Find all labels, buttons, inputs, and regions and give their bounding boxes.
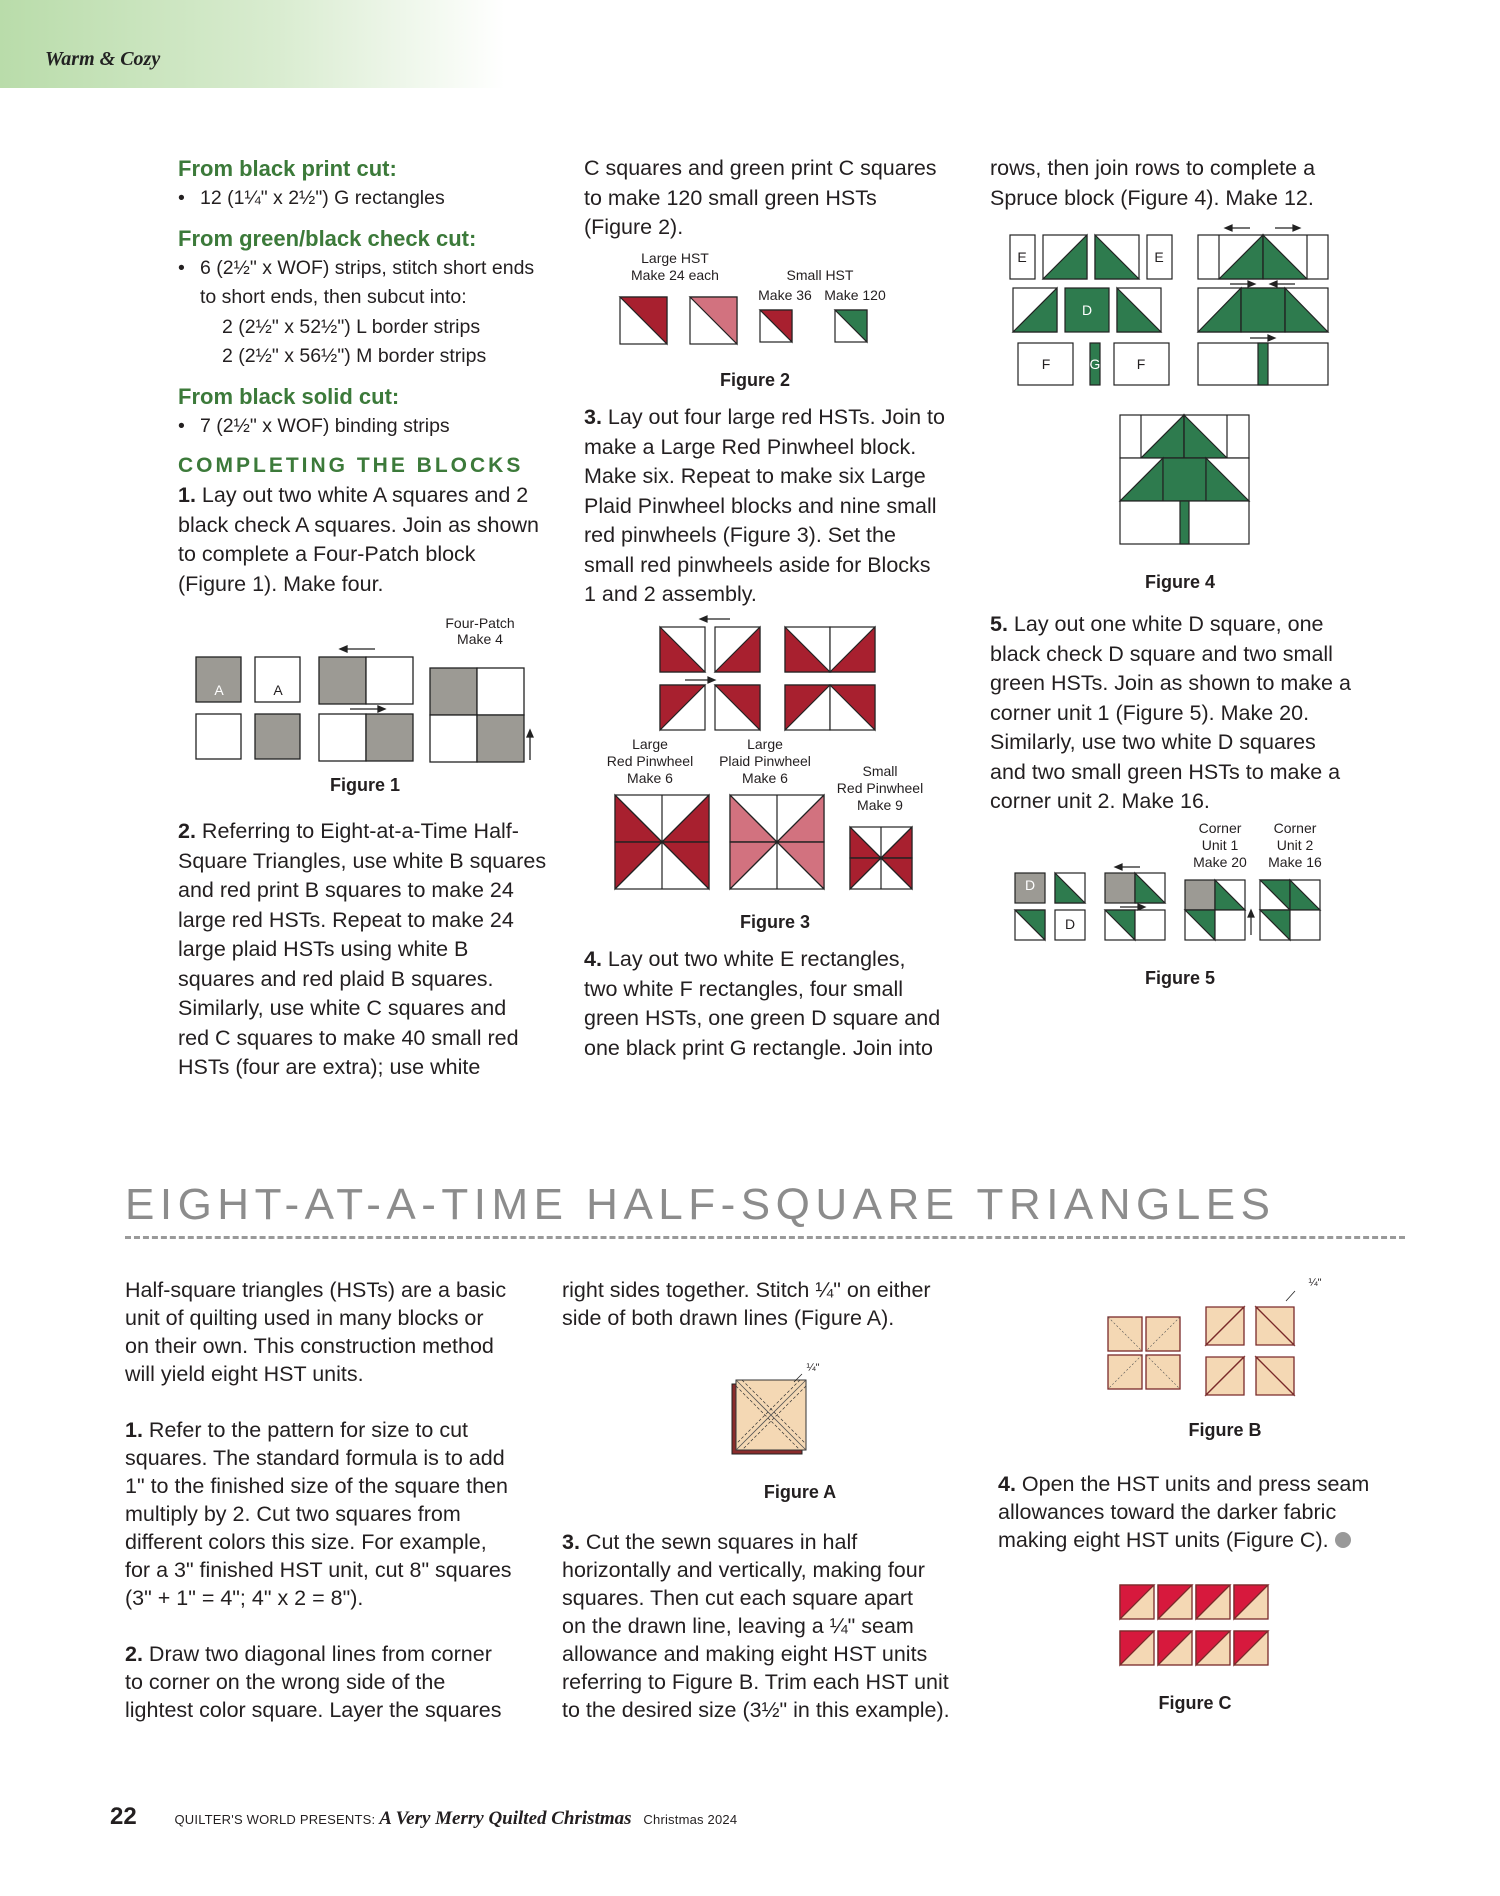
step-3-line: make a Large Red Pinwheel block. [584, 434, 917, 459]
hst-col2-line: right sides together. Stitch ¼" on either [562, 1278, 931, 1302]
step-3-line: small red pinwheels aside for Blocks [584, 552, 931, 577]
hst-step-3-line: horizontally and vertically, making four [562, 1558, 925, 1582]
figure-5-diagram [1010, 865, 1350, 955]
step-4-line: green HSTs, one green D square and [584, 1006, 941, 1030]
fig5-cu1-l1: Corner [1198, 820, 1242, 836]
hst-column-3-step-4 [998, 1470, 1398, 1554]
hst-column-2 [562, 1276, 1002, 1332]
fig3-red-l1: Large [632, 736, 668, 752]
hst-step-1-number: 1. [125, 1418, 143, 1442]
fig5-cu2-l2: Unit 2 [1276, 837, 1314, 853]
figure-b [1100, 1275, 1350, 1450]
hst-step-1-line: 1" to the finished size of the square then [125, 1474, 508, 1498]
figure-4-layout-diagram [1010, 225, 1350, 385]
figure-1-caption: Figure 1 [329, 775, 400, 795]
figure-2 [610, 250, 910, 400]
bullet-check: • 6 (2½" x WOF) strips, stitch short ends [178, 254, 573, 284]
column-1 [178, 154, 573, 599]
hst-step-1-line: (3" + 1" = 4"; 4" x 2 = 8"). [125, 1586, 364, 1610]
figure-1-diagram [190, 645, 540, 775]
hst-step-2-line: to corner on the wrong side of the [125, 1670, 446, 1694]
column-1-step-2 [178, 817, 573, 1083]
fig3-plaid-l1: Large [747, 736, 783, 752]
section-divider [125, 1236, 1405, 1239]
bullet-black-print: • 12 (1¼" x 2½") G rectangles [178, 184, 573, 214]
heading-check: From green/black check cut: [178, 225, 477, 251]
fig2-large-make: Make 24 each [631, 267, 719, 283]
step-2-line: red C squares to make 40 small red [178, 1025, 519, 1050]
step-3-text: Lay out four large red HSTs. Join to [607, 405, 945, 429]
figure-a-caption: Figure A [763, 1482, 837, 1502]
step-5-line: corner unit 2. Make 16. [990, 789, 1210, 813]
step-5-text: Lay out one white D square, one [1013, 612, 1324, 636]
hst-step-3-line: squares. Then cut each square apart [562, 1586, 913, 1610]
figure-4-caption: Figure 4 [1144, 572, 1215, 592]
fig4-label-d: D [1081, 302, 1093, 318]
step-3-line: red pinwheels (Figure 3). Set the [584, 523, 896, 547]
column-3 [990, 154, 1390, 213]
step-4-text: Lay out two white E rectangles, [607, 947, 906, 971]
fig4-label-f-left: F [1041, 356, 1051, 372]
hst-step-1-line: different colors this size. For example, [125, 1530, 487, 1554]
hst-col2-line: side of both drawn lines (Figure A). [562, 1306, 895, 1330]
hst-intro-line: on their own. This construction method [125, 1334, 494, 1358]
step-2-number: 2. [178, 819, 196, 843]
hst-intro-line: will yield eight HST units. [125, 1362, 364, 1386]
fig5-cu1-l3: Make 20 [1193, 854, 1247, 870]
step-1-line-2: black check A squares. Join as shown [178, 512, 539, 537]
col3-line: rows, then join rows to complete a [990, 156, 1316, 180]
figure-2-diagram [610, 297, 910, 357]
hst-step-2-text: Draw two diagonal lines from corner [148, 1642, 492, 1666]
fig5-cu1-l2: Unit 1 [1201, 837, 1239, 853]
figure-c [1110, 1585, 1340, 1715]
fig4-label-e-left: E [1017, 249, 1027, 265]
step-2-line: large plaid HSTs using white B [178, 937, 469, 961]
step-5-line: Similarly, use two white D squares [990, 730, 1316, 754]
figure-b-caption: Figure B [1188, 1420, 1262, 1440]
fig1-label-title: Four-Patch [445, 615, 515, 631]
step-2-line: Square Triangles, use white B squares [178, 848, 547, 873]
hst-step-4-line: making eight HST units (Figure C). [998, 1528, 1329, 1552]
hst-column-1 [125, 1276, 555, 1724]
figure-3-layout-diagram [610, 615, 940, 725]
step-5-number: 5. [990, 612, 1008, 636]
figure-4 [1010, 225, 1350, 595]
step-2-line: large red HSTs. Repeat to make 24 [178, 907, 514, 932]
fig1-label-a-gray: A [214, 682, 224, 698]
hst-step-1-text: Refer to the pattern for size to cut [148, 1418, 468, 1442]
col3-line: Spruce block (Figure 4). Make 12. [990, 185, 1314, 210]
col2-line: (Figure 2). [584, 215, 684, 239]
step-3-number: 3. [584, 405, 602, 429]
hst-step-1-line: multiply by 2. Cut two squares from [125, 1502, 461, 1526]
fig5-label-d-gray: D [1024, 877, 1036, 893]
fig4-label-e-right: E [1154, 249, 1164, 265]
step-5-line: corner unit 1 (Figure 5). Make 20. [990, 700, 1310, 725]
fig5-cu2-l1: Corner [1273, 820, 1317, 836]
footer-magazine: A Very Merry Quilted Christmas [379, 1808, 632, 1829]
figure-3-caption: Figure 3 [739, 912, 810, 932]
step-2-text: Referring to Eight-at-a-Time Half- [201, 819, 519, 843]
fig1-label-make: Make 4 [457, 631, 503, 647]
figure-5 [1010, 820, 1350, 1000]
figure-c-caption: Figure C [1158, 1693, 1232, 1713]
fig4-label-g: G [1089, 356, 1101, 372]
step-3-line: Plaid Pinwheel blocks and nine small [584, 493, 937, 518]
fig3-plaid-l2: Plaid Pinwheel [719, 753, 811, 769]
col2-line: to make 120 small green HSTs [584, 185, 877, 210]
hst-intro-line: unit of quilting used in many blocks or [125, 1306, 484, 1330]
subcut-l: 2 (2½" x 52½") L border strips [222, 315, 481, 338]
section-tab [0, 0, 505, 88]
fig3-plaid-l3: Make 6 [742, 770, 788, 786]
hst-step-1-line: squares. The standard formula is to add [125, 1446, 505, 1470]
hst-step-4-number: 4. [998, 1472, 1016, 1496]
step-5-line: green HSTs. Join as shown to make a [990, 671, 1351, 695]
figure-4-spruce-block [1110, 415, 1250, 545]
hst-step-4-line: allowances toward the darker fabric [998, 1500, 1337, 1524]
step-4-number: 4. [584, 947, 602, 971]
step-1-number: 1. [178, 483, 196, 507]
fig3-red-l2: Red Pinwheel [606, 753, 694, 769]
figure-b-diagram [1100, 1275, 1350, 1405]
hst-step-4-text: Open the HST units and press seam [1021, 1472, 1370, 1496]
step-2-line: Similarly, use white C squares and [178, 996, 507, 1020]
step-5-line: black check D square and two small [990, 641, 1333, 666]
figure-b-quarter-label: ¼" [1308, 1277, 1322, 1289]
figure-a-diagram [700, 1360, 900, 1460]
fig3-small-l2: Red Pinwheel [836, 780, 924, 796]
hst-step-3-text: Cut the sewn squares in half [585, 1530, 858, 1554]
step-1-line-4: (Figure 1). Make four. [178, 571, 384, 596]
hst-step-3-line: referring to Figure B. Trim each HST unit [562, 1670, 949, 1694]
fig5-cu2-l3: Make 16 [1268, 854, 1322, 870]
step-1-line-3: to complete a Four-Patch block [178, 542, 476, 566]
step-2-line: HSTs (four are extra); use white [178, 1055, 481, 1079]
fig3-small-l3: Make 9 [857, 797, 903, 813]
hst-step-1-line: for a 3" finished HST unit, cut 8" squares [125, 1558, 512, 1582]
heading-black-solid: From black solid cut: [178, 383, 400, 409]
section-completing: COMPLETING THE BLOCKS [178, 454, 524, 477]
heading-black-print: From black print cut: [178, 156, 397, 181]
figure-3-blocks-diagram [610, 795, 940, 895]
fig3-small-l1: Small [862, 763, 898, 779]
hst-step-3-number: 3. [562, 1530, 580, 1554]
fig1-label-a-white: A [273, 682, 283, 698]
section-tab-label: Warm & Cozy [45, 48, 161, 70]
step-2-line: squares and red plaid B squares. [178, 966, 494, 991]
fig2-small-title: Small HST [786, 267, 854, 283]
hst-section-title: EIGHT-AT-A-TIME HALF-SQUARE TRIANGLES [125, 1180, 1276, 1229]
hst-intro-line: Half-square triangles (HSTs) are a basic [125, 1278, 507, 1302]
hst-step-3-line: to the desired size (3½" in this example). [562, 1698, 950, 1722]
figure-3 [606, 615, 940, 945]
hst-step-2-line: lightest color square. Layer the squares [125, 1698, 502, 1722]
fig5-label-d-white: D [1064, 916, 1076, 932]
figure-c-diagram [1110, 1585, 1340, 1670]
figure-2-caption: Figure 2 [719, 370, 790, 390]
col2-line: C squares and green print C squares [584, 156, 937, 180]
hst-step-2-number: 2. [125, 1642, 143, 1666]
fig4-label-f-right: F [1136, 356, 1146, 372]
figure-1 [190, 615, 540, 795]
step-2-line: and red print B squares to make 24 [178, 878, 514, 902]
hst-step-3-line: on the drawn line, leaving a ¼" seam [562, 1614, 914, 1638]
subcut-m: 2 (2½" x 56½") M border strips [222, 345, 487, 367]
hst-column-2-step-3 [562, 1528, 1002, 1724]
figure-a-quarter-label: ¼" [806, 1362, 820, 1374]
footer-brand: QUILTER'S WORLD PRESENTS: [174, 1812, 376, 1827]
step-4-line: one black print G rectangle. Join into [584, 1035, 933, 1060]
fig3-red-l3: Make 6 [627, 770, 673, 786]
step-5-line: and two small green HSTs to make a [990, 759, 1341, 784]
figure-5-caption: Figure 5 [1144, 968, 1215, 988]
step-3-line: 1 and 2 assembly. [584, 582, 757, 606]
column-3-step-5 [990, 610, 1390, 817]
hst-step-3-line: allowance and making eight HST units [562, 1642, 928, 1666]
step-4-line: two white F rectangles, four small [584, 976, 904, 1001]
page-number: 22 [110, 1803, 137, 1830]
fig2-small-make-red: Make 36 [758, 287, 812, 303]
step-1-text: Lay out two white A squares and 2 [201, 483, 529, 507]
column-2-step-3 [584, 403, 984, 610]
figure-a [700, 1360, 900, 1510]
footer [110, 1803, 737, 1831]
column-2 [584, 154, 984, 243]
end-mark-icon [1335, 1532, 1351, 1548]
fig2-large-title: Large HST [641, 250, 709, 266]
footer-issue: Christmas 2024 [643, 1812, 738, 1827]
fig2-small-make-green: Make 120 [824, 287, 886, 303]
bullet-black-solid: • 7 (2½" x WOF) binding strips [178, 412, 573, 442]
bullet-check-cont: to short ends, then subcut into: [200, 286, 467, 308]
step-3-line: Make six. Repeat to make six Large [584, 464, 926, 488]
step-1-line-1 [178, 481, 573, 511]
column-2-step-4 [584, 945, 984, 1063]
